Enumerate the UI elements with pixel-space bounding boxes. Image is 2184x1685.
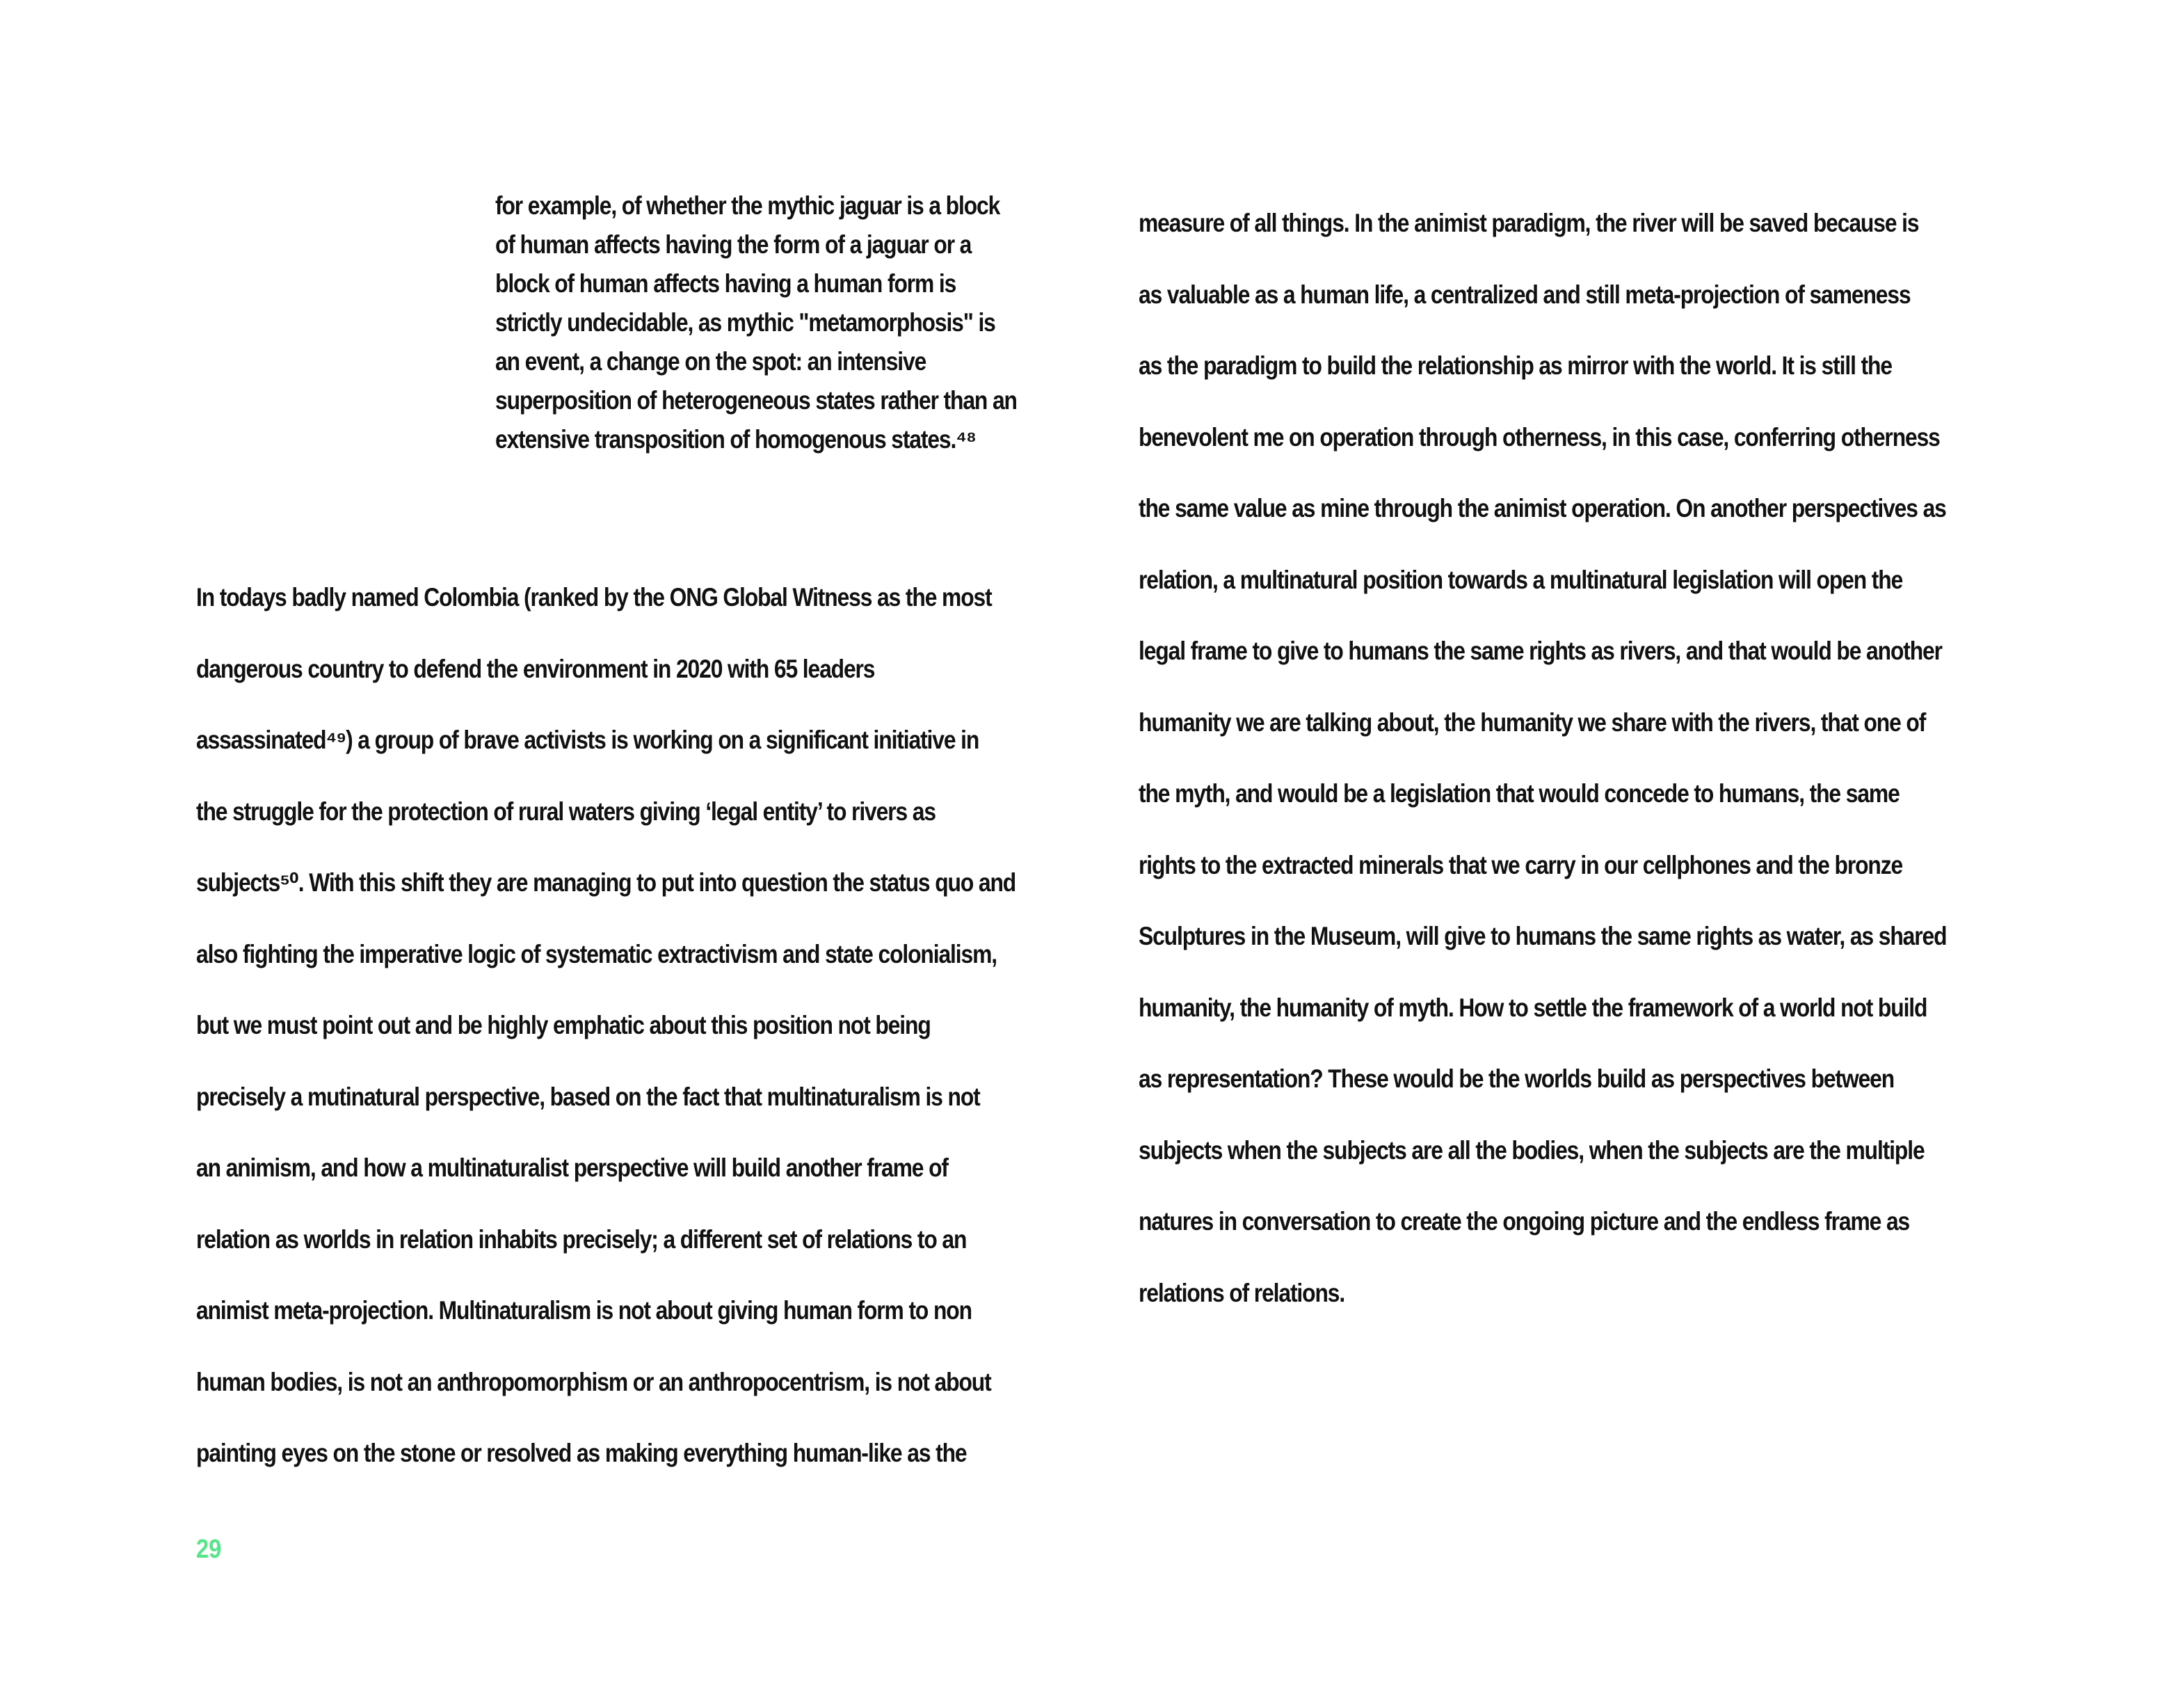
text-line: as valuable as a human life, a centralized and still meta-projection of sameness: [1139, 280, 1911, 309]
text-line: subjects⁵⁰. With this shift they are managing to put into question the status quo and: [196, 868, 1016, 897]
text-line: legal frame to give to humans the same rights as rivers, and that would be another: [1139, 637, 1942, 665]
quote-line: strictly undecidable, as mythic "metamorphosis" is: [495, 308, 995, 337]
text-line: painting eyes on the stone or resolved as making everything human-like as the: [196, 1439, 967, 1467]
text-line: humanity we are talking about, the humanity we share with the rivers, that one of: [1139, 708, 1926, 737]
text-line: also fighting the imperative logic of systematic extractivism and state colonialism,: [196, 939, 997, 968]
text-line: the myth, and would be a legislation that would concede to humans, the same: [1139, 779, 1900, 808]
text-line: humanity, the humanity of myth. How to settle the framework of a world not build: [1139, 993, 1927, 1022]
page-number: 29: [196, 1535, 222, 1564]
block-quote: [495, 186, 1017, 459]
text-line: relation as worlds in relation inhabits precisely; a different set of relations to an: [196, 1224, 967, 1254]
text-line: human bodies, is not an anthropomorphism or an anthropocentrism, is not about: [196, 1367, 991, 1396]
text-line: dangerous country to defend the environment in 2020 with 65 leaders: [196, 654, 875, 683]
text-line: animist meta-projection. Multinaturalism is not about giving human form to non: [196, 1296, 972, 1325]
quote-line: an event, a change on the spot: an intensive: [495, 347, 926, 376]
text-line: Sculptures in the Museum, will give to humans the same rights as water, as shared: [1139, 922, 1947, 950]
text-line: subjects when the subjects are all the bodies, when the subjects are the multiple: [1139, 1135, 1925, 1165]
text-line: relation, a multinatural position towards a multinatural legislation will open the: [1139, 565, 1903, 594]
quote-line: superposition of heterogeneous states rather than an: [495, 386, 1017, 415]
quote-line: for example, of whether the mythic jaguar is a block: [495, 191, 1000, 220]
text-line: an animism, and how a multinaturalist perspective will build another frame of: [196, 1153, 948, 1182]
text-line: relations of relations.: [1139, 1278, 1345, 1307]
text-line: measure of all things. In the animist paradigm, the river will be saved because is: [1139, 209, 1919, 237]
text-line: assassinated⁴⁹) a group of brave activists is working on a significant initiative in: [196, 726, 979, 754]
quote-line: of human affects having the form of a jaguar or a: [495, 230, 972, 259]
right-column-text: [1139, 188, 2000, 1329]
text-line: as the paradigm to build the relationship as mirror with the world. It is still the: [1139, 351, 1892, 380]
text-line: the struggle for the protection of rural waters giving ‘legal entity’ to rivers as: [196, 797, 936, 826]
text-line: but we must point out and be highly emphatic about this position not being: [196, 1011, 931, 1039]
text-line: benevolent me on operation through otherness, in this case, conferring otherness: [1139, 422, 1940, 452]
text-line: the same value as mine through the animist operation. On another perspectives as: [1139, 494, 1946, 522]
quote-line: block of human affects having a human form is: [495, 269, 956, 298]
text-line: precisely a mutinatural perspective, based on the fact that multinaturalism is not: [196, 1082, 980, 1111]
text-line: as representation? These would be the worlds build as perspectives between: [1139, 1064, 1895, 1093]
text-line: In todays badly named Colombia (ranked by the ONG Global Witness as the most: [196, 583, 992, 612]
quote-line: extensive transposition of homogenous states.⁴⁸: [495, 425, 976, 454]
left-column-text: [196, 562, 1057, 1490]
text-line: rights to the extracted minerals that we carry in our cellphones and the bronze: [1139, 850, 1903, 879]
text-line: natures in conversation to create the ongoing picture and the endless frame as: [1139, 1207, 1910, 1236]
